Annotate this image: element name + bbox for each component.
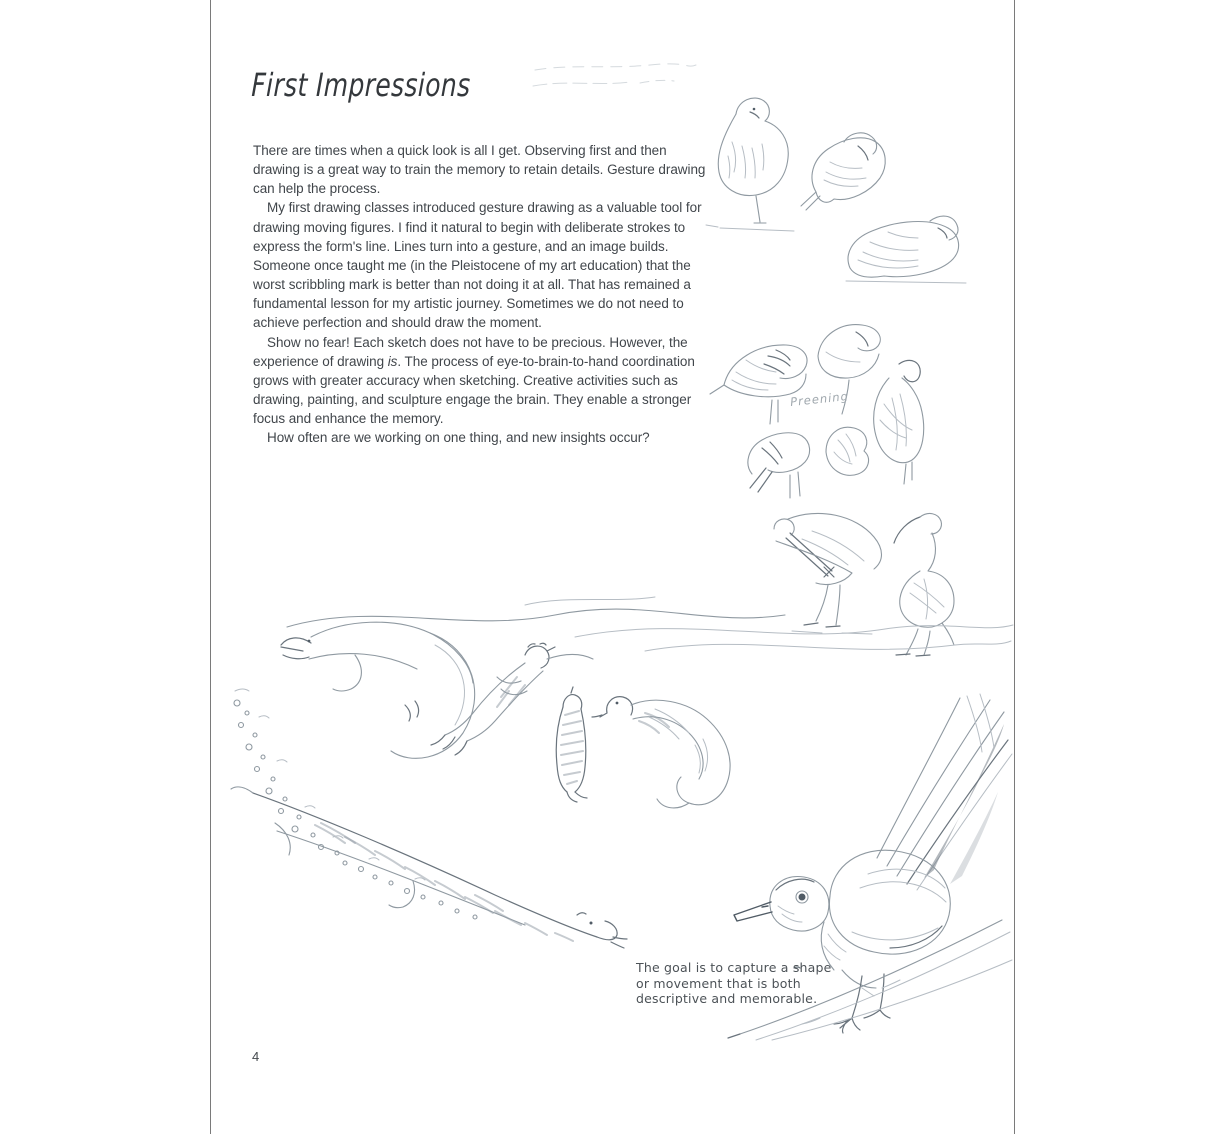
handwritten-caption — [636, 960, 832, 1007]
wading-birds-sketch — [752, 497, 972, 657]
page-left-edge — [210, 0, 211, 1134]
paragraph: My first drawing classes introduced gesture drawing as a valuable tool for drawing moving figures. I find it natural to begin with deliberate strokes to express the form's line. Lines turn into a gesture, and an image builds. Someone once taught me (in the Pleistocene of my art education) that the worst scribbling mark is better than not doing it at all. That has remained a fundamental lesson for my artistic journey. Sometimes we do not need to achieve perfection and should draw the moment. — [253, 200, 702, 331]
preening-birds-sketch — [706, 312, 971, 510]
sleeping-shorebirds-sketch — [698, 82, 988, 297]
paragraph: How often are we working on one thing, and new insights occur? — [267, 430, 650, 446]
body-text — [253, 141, 710, 448]
swimming-otters-sketch — [225, 585, 1015, 970]
page-number: 4 — [252, 1049, 260, 1064]
paragraph-italic-word: is — [387, 353, 398, 369]
paragraph: There are times when a quick look is all I get. Observing first and then drawing is a great way to train the memory to retain details. Gesture drawing can help the process. — [253, 143, 706, 197]
page-right-edge — [1014, 0, 1015, 1134]
chapter-title: First Impressions — [250, 66, 472, 104]
paragraph-text: Show no fear! Each sketch does not have to be precious. However, the experience of drawing — [253, 334, 688, 369]
preening-annotation: Preening — [789, 388, 850, 410]
paragraph-text: . The process of eye-to-brain-to-hand coordination grows with greater accuracy when sketching. Creative activities such as drawing, painting, and sculpture engage the brain. They enable a stronger focus and enhance the memory. — [253, 353, 695, 427]
faint-scribble-sketch — [530, 56, 700, 100]
caption-line: The goal is to capture a shape — [636, 960, 832, 975]
paragraph — [253, 333, 710, 429]
caption-line: descriptive and memorable. — [636, 991, 818, 1006]
caption-line: or movement that is both — [636, 975, 801, 991]
